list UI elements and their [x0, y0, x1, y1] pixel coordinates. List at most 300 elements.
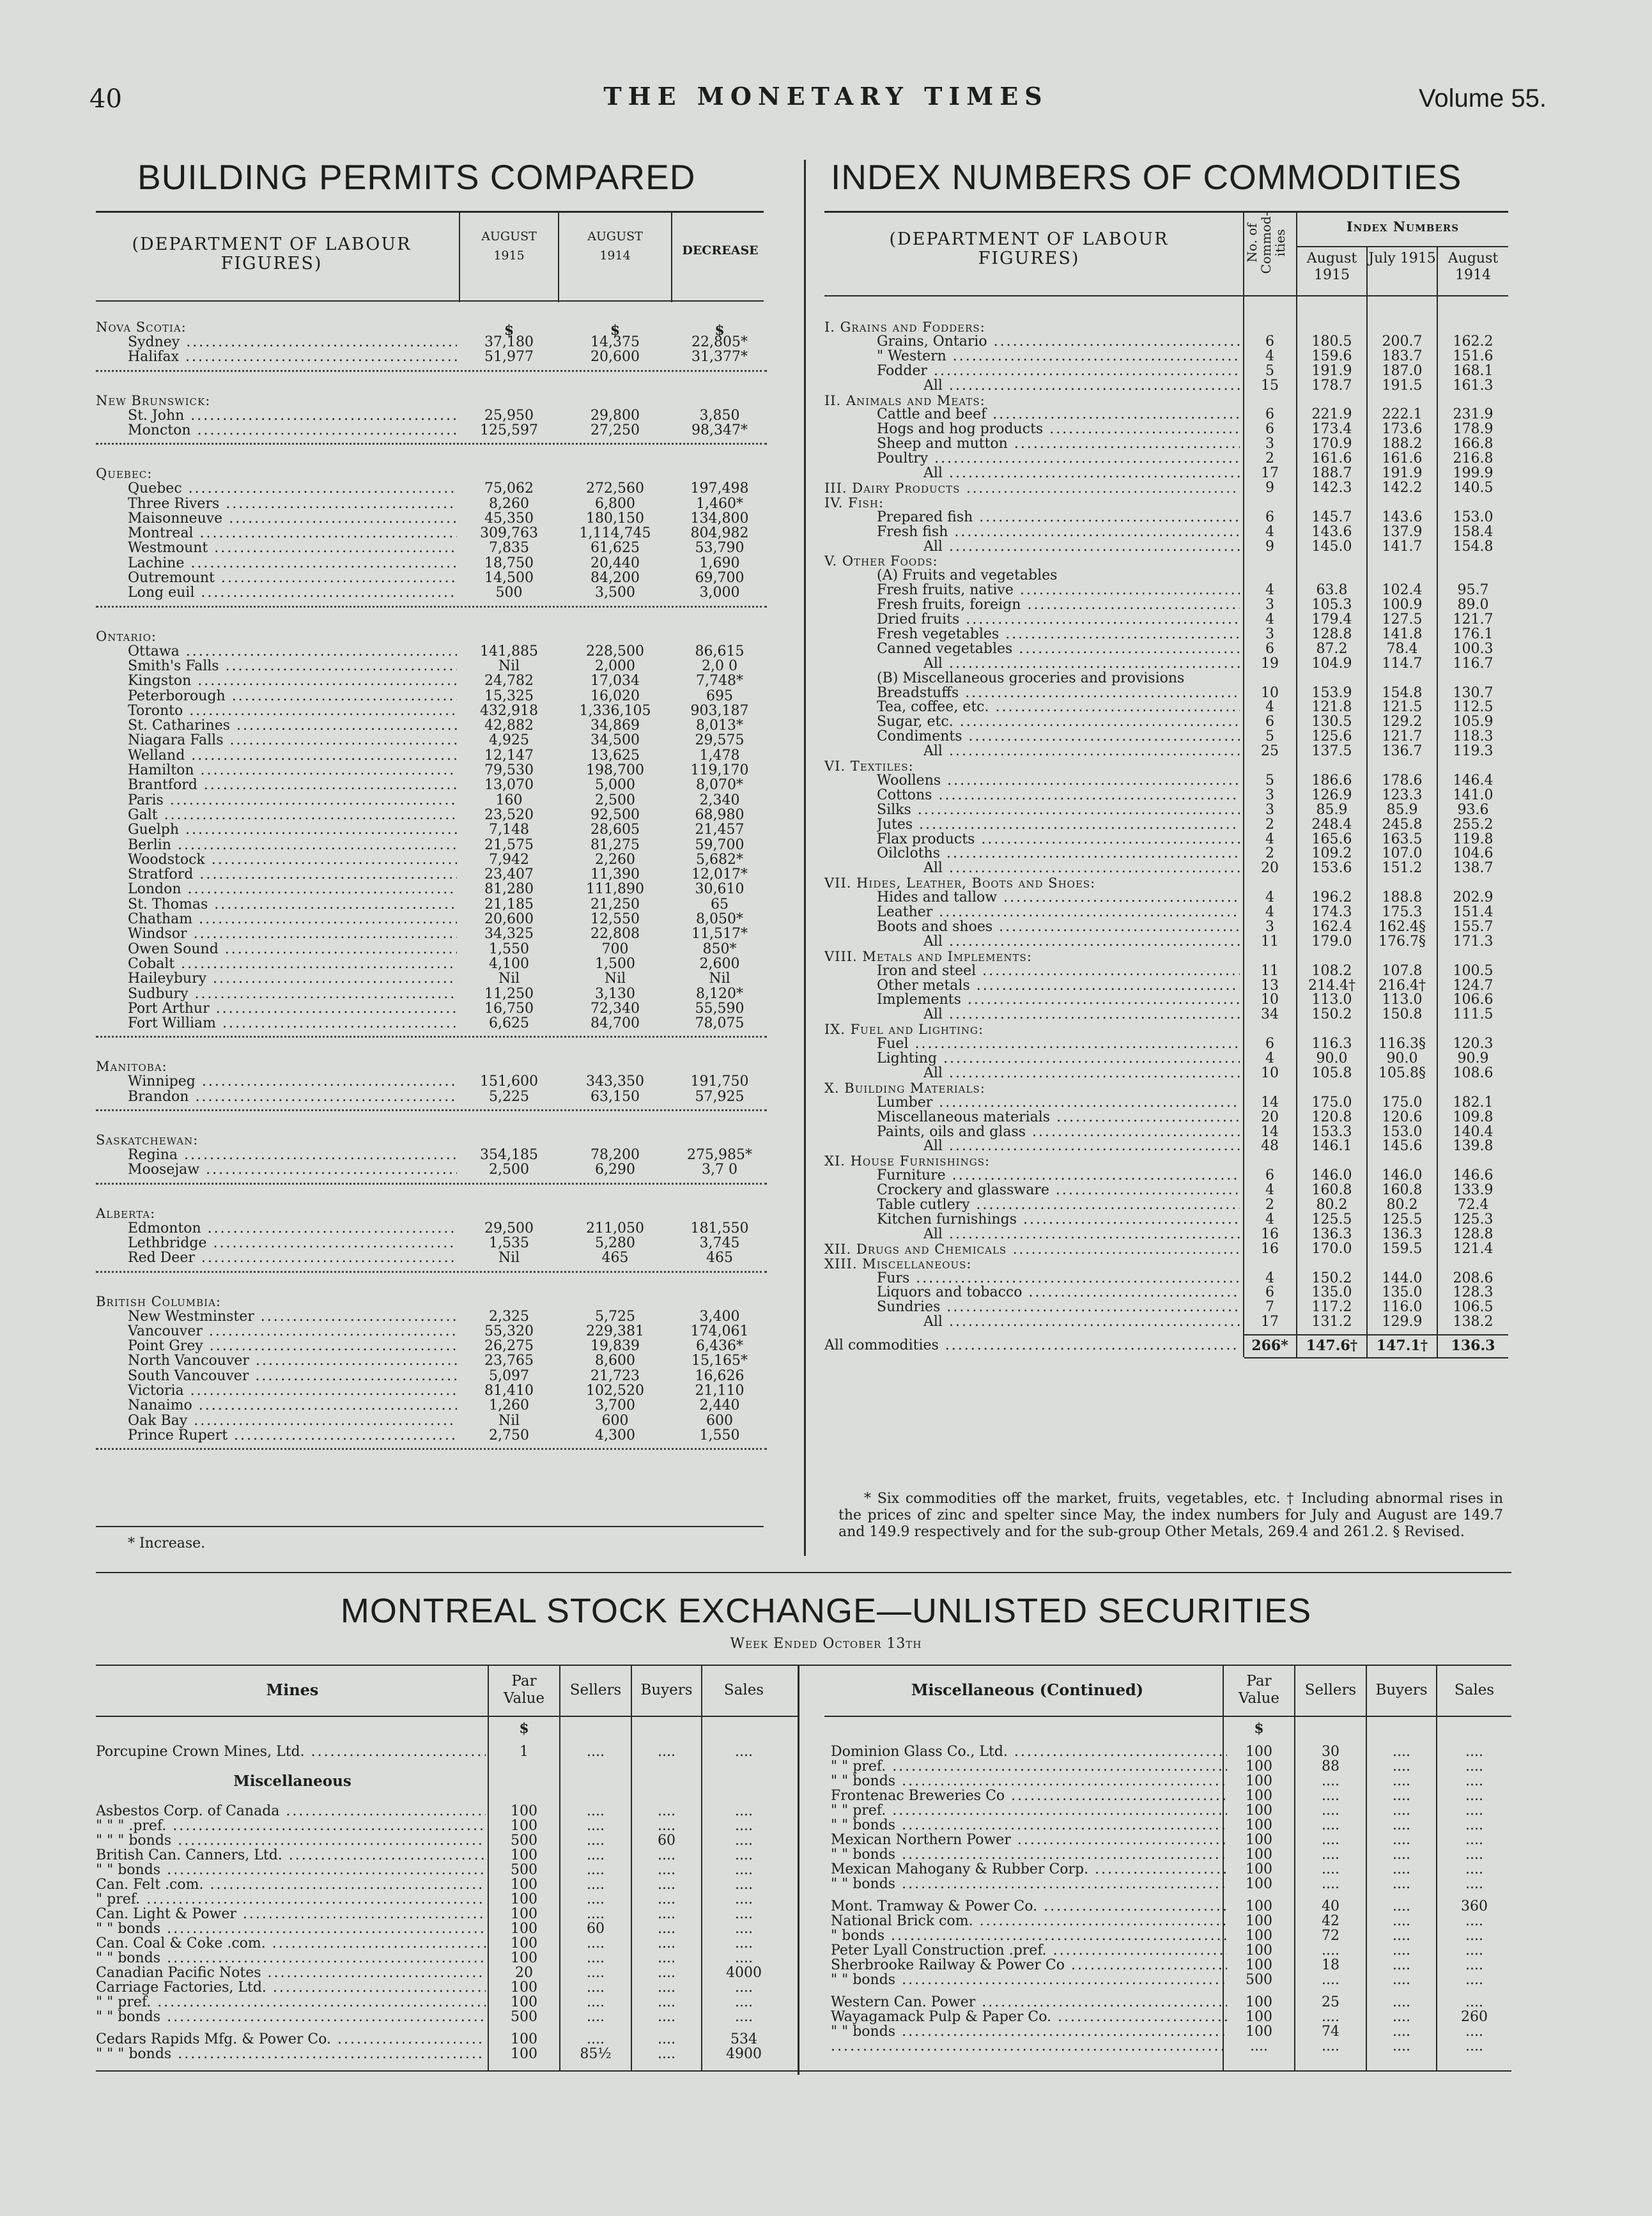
commodity-name: Woollens ..... [877, 773, 1240, 789]
table-row [0, 1759, 1534, 1774]
commodity-name: Lighting ..... [877, 1051, 1240, 1066]
subsection-heading: Miscellaneous [233, 1774, 351, 1789]
commodity-count: 19 [1261, 655, 1279, 672]
city-name: Edmonton ..... [128, 1221, 457, 1236]
aug1915-index: 136.3 [1311, 1226, 1352, 1242]
decrease-value: 2,600 [699, 955, 740, 972]
sales-value: .... [1465, 1803, 1483, 1819]
aug1915-index: 109.2 [1311, 845, 1352, 862]
commodity-count: 4 [1265, 348, 1274, 364]
aug1914-index: 168.1 [1453, 362, 1494, 379]
aug1914-index: 118.3 [1453, 728, 1494, 745]
buyers-value: .... [1393, 1744, 1410, 1760]
aug1914-index: 90.9 [1457, 1050, 1489, 1066]
rule [96, 1572, 1511, 1573]
aug1915-index: 143.6 [1311, 523, 1352, 540]
commodity-group: III. Dairy Products ..... [824, 481, 1240, 496]
commodities-source: (DEPARTMENT OF LABOUR FIGURES) [889, 229, 1169, 268]
aug1915-index: 150.2 [1311, 1270, 1352, 1286]
sales-value: 360 [1461, 1898, 1488, 1914]
sellers-value: .... [587, 1965, 605, 1981]
commodity-name: Fresh fruits, foreign ..... [877, 597, 1240, 613]
sellers-value: 42 [1322, 1913, 1339, 1929]
commodity-name: Kitchen furnishings ..... [877, 1212, 1240, 1227]
commodity-name: Sundries ..... [877, 1300, 1240, 1315]
table-row [0, 1139, 1534, 1154]
decrease-value: 695 [706, 688, 733, 704]
par-value: 500 [511, 1862, 537, 1878]
sales-value: .... [1465, 1788, 1483, 1804]
decrease-value: 174,061 [690, 1323, 749, 1339]
table-row [0, 934, 1534, 950]
decrease-value: 59,700 [695, 836, 745, 853]
aug1914-value: 29,800 [591, 407, 640, 424]
jul1915-index: 114.7 [1382, 655, 1423, 672]
par-value: 100 [1246, 1758, 1272, 1774]
sellers-value: .... [1322, 1861, 1339, 1877]
col-aug1914 [559, 227, 671, 265]
commodity-count: 4 [1265, 1211, 1274, 1227]
table-row [0, 334, 1534, 350]
aug1914-index: 119.3 [1453, 743, 1494, 760]
par-value: 100 [511, 2046, 537, 2062]
jul1915-index: 105.8§ [1378, 1065, 1426, 1081]
buyers-value: .... [658, 2046, 675, 2062]
commodity-name: Condiments ..... [877, 729, 1240, 744]
buyers-value: .... [658, 1980, 675, 1996]
aug1914-index: 111.5 [1453, 1006, 1494, 1023]
decrease-value: 119,170 [690, 762, 749, 778]
par-value: .... [1250, 2038, 1268, 2054]
decrease-value: 65 [711, 896, 729, 912]
table-row [0, 1051, 1534, 1066]
commodity-name: Sheep and mutton ..... [877, 436, 1240, 452]
city-name: St. Catharines ..... [128, 718, 457, 734]
aug1914-index: 199.9 [1453, 465, 1494, 481]
aug1915-index: 105.8 [1311, 1065, 1352, 1081]
decrease-value: 191,750 [690, 1073, 749, 1090]
col-aug1914-year: 1914 [599, 249, 631, 263]
jul1915-index: 127.5 [1382, 612, 1423, 627]
aug1915-index: 179.4 [1311, 612, 1352, 627]
aug1914-index: 146.6 [1453, 1167, 1494, 1184]
jul1915-index: 129.9 [1382, 1314, 1423, 1330]
sellers-value: .... [587, 1803, 605, 1819]
province-heading: Quebec: [96, 466, 153, 482]
aug1914-value: 5,280 [595, 1235, 635, 1251]
table-row [0, 1995, 1534, 2010]
commodity-count: 2 [1265, 450, 1274, 467]
commodity-name: All ..... [923, 1139, 1240, 1154]
buyers-value: .... [1393, 1913, 1410, 1929]
table-row [0, 1007, 1534, 1022]
commodity-name: All ..... [923, 744, 1240, 759]
commodity-group: V. Other Foods: [824, 553, 938, 569]
jul1915-index: 161.6 [1382, 450, 1423, 467]
commodity-count: 34 [1261, 1006, 1279, 1023]
aug1915-index: 137.5 [1311, 743, 1352, 760]
table-row [0, 2039, 1534, 2054]
sales-value: 534 [730, 2031, 757, 2047]
commodity-name: Miscellaneous materials ..... [877, 1110, 1240, 1125]
par-value: 100 [511, 1980, 537, 1996]
table-row [0, 919, 1534, 935]
aug1915-index: 116.3 [1311, 1036, 1352, 1052]
jul1915-index: 78.4 [1386, 640, 1418, 657]
table-row [0, 964, 1534, 979]
sellers-value: 30 [1322, 1744, 1339, 1760]
commodity-name: Crockery and glassware ..... [877, 1183, 1240, 1198]
aug1915-value: 79,530 [484, 762, 534, 778]
currency-symbol: $ [714, 322, 725, 339]
par-value: 100 [511, 1994, 537, 2010]
city-name: Lethbridge ..... [128, 1236, 457, 1251]
table-row [0, 1818, 1534, 1833]
aug1915-value: 160 [495, 792, 523, 808]
city-name: Fort William ..... [128, 1016, 457, 1031]
sellers-value: .... [1322, 1817, 1339, 1833]
aug1914-index: 108.6 [1453, 1065, 1494, 1081]
aug1914-value: 84,700 [591, 1015, 640, 1032]
jul1915-index: 163.5 [1382, 831, 1423, 847]
commodity-name: All ..... [923, 934, 1240, 950]
decrease-value: 15,165* [691, 1353, 748, 1369]
sales-value: .... [1465, 1994, 1483, 2010]
city-name: Niagara Falls ..... [128, 733, 457, 748]
aug1914-index: 89.0 [1457, 597, 1489, 613]
commodity-count: 6 [1265, 333, 1274, 350]
aug1914-index: 106.5 [1453, 1299, 1494, 1316]
aug1914-index: 162.2 [1453, 333, 1494, 350]
jul1915-index: 222.1 [1382, 406, 1423, 423]
commodity-count: 5 [1265, 362, 1274, 379]
commodity-name: Poultry ..... [877, 451, 1240, 466]
aug1914-value: 2,260 [595, 851, 635, 868]
sellers-value: 88 [1322, 1758, 1339, 1774]
decrease-value: 181,550 [690, 1220, 749, 1236]
sellers-value: 25 [1322, 1994, 1339, 2010]
aug1914-index: 121.7 [1453, 612, 1494, 627]
par-value: 100 [1246, 1817, 1272, 1833]
jul1915-index: 116.0 [1382, 1299, 1423, 1316]
aug1915-value: 4,925 [489, 732, 529, 749]
aug1914-index: 128.3 [1453, 1284, 1494, 1301]
security-name: " " bonds ..... [96, 1863, 486, 1878]
jul1915-index: 116.3§ [1378, 1036, 1426, 1052]
city-name: Regina ..... [128, 1148, 457, 1163]
commodity-name: Oilcloths ..... [877, 846, 1240, 861]
security-name: Wayagamack Pulp & Paper Co. ..... [831, 2010, 1227, 2025]
par-value: 100 [511, 1877, 537, 1893]
aug1915-value: 23,765 [484, 1353, 534, 1369]
table-row [0, 407, 1534, 422]
aug1915-index: 153.6 [1311, 860, 1352, 877]
sales-value: .... [735, 1744, 753, 1760]
total-bottom-rule [1244, 1357, 1508, 1358]
security-name: Canadian Pacific Notes ..... [96, 1966, 486, 1981]
table-row [0, 846, 1534, 861]
city-name: Welland ..... [128, 748, 457, 764]
par-value: 100 [1246, 1913, 1272, 1929]
aug1914-index: 100.5 [1453, 962, 1494, 979]
security-name: Cedars Rapids Mfg. & Power Co. ..... [96, 2032, 486, 2047]
sales-value: .... [735, 1994, 753, 2010]
aug1915-value: 75,062 [484, 481, 534, 497]
rule [824, 295, 1508, 296]
aug1915-value: 81,410 [484, 1383, 534, 1399]
aug1915-value: 8,260 [489, 495, 529, 512]
buyers-value: .... [1393, 2038, 1410, 2054]
table-row [0, 1036, 1534, 1052]
commodity-count: 11 [1261, 962, 1279, 979]
par-value: 100 [1246, 1898, 1272, 1914]
table-row [0, 890, 1534, 905]
commodity-name: Prepared fish ..... [877, 510, 1240, 525]
par-value: 100 [511, 1950, 537, 1966]
sellers-value: .... [587, 1980, 605, 1996]
aug1914-index: 104.6 [1453, 845, 1494, 862]
city-name: Prince Rupert ..... [128, 1428, 457, 1443]
city-name: Montreal ..... [128, 526, 457, 541]
aug1914-value: 4,300 [595, 1427, 635, 1443]
par-value: 100 [511, 1906, 537, 1922]
buyers-value: .... [1393, 1803, 1410, 1819]
aug1915-index: 150.2 [1311, 1006, 1352, 1023]
commodity-count: 2 [1265, 816, 1274, 833]
sellers-value: .... [1322, 1803, 1339, 1819]
aug1915-index: 105.3 [1311, 597, 1352, 613]
commodity-name: All ..... [923, 1066, 1240, 1081]
decrease-value: 275,985* [687, 1147, 752, 1163]
commodity-name: Fresh fish ..... [877, 525, 1240, 540]
table-row [0, 319, 1534, 335]
jul1915-index: 191.5 [1382, 377, 1423, 394]
sellers-value: .... [587, 1847, 605, 1863]
decrease-value: 1,690 [699, 555, 740, 571]
volume-label: Volume 55. [1418, 84, 1547, 112]
aug1915-index: 153.9 [1311, 684, 1352, 701]
sales-value: .... [735, 1980, 753, 1996]
aug1914-value: 2,000 [595, 658, 635, 674]
table-row [0, 466, 1534, 481]
rule [1437, 247, 1438, 296]
security-name: " pref. ..... [96, 1892, 486, 1907]
page-number: 40 [89, 84, 122, 114]
commodity-name: Fuel ..... [877, 1036, 1240, 1052]
commodity-name: Cattle and beef ..... [877, 407, 1240, 422]
currency-symbol: $ [504, 322, 514, 339]
dotted-separator [96, 1448, 767, 1450]
buyers-value: .... [1393, 1817, 1410, 1833]
jul1915-index: 176.7§ [1378, 933, 1426, 950]
commodity-name: All ..... [923, 539, 1240, 555]
section-heading: Miscellaneous (Continued) [911, 1681, 1144, 1699]
decrease-value: 29,575 [695, 732, 745, 749]
commodity-count: 6 [1265, 1036, 1274, 1052]
aug1914-index: 112.5 [1453, 699, 1494, 716]
column-header: Par Value [504, 1673, 544, 1707]
sales-value: .... [735, 1950, 753, 1966]
aug1914-value: 72,340 [591, 1000, 640, 1017]
commodity-count: 3 [1265, 436, 1274, 452]
column-header: Buyers [1375, 1682, 1428, 1698]
commodity-count: 20 [1261, 860, 1279, 877]
security-name: Carriage Factories, Ltd. ..... [96, 1980, 486, 1996]
commodity-name: Dried fruits ..... [877, 612, 1240, 627]
sales-value: .... [1465, 1847, 1483, 1863]
aug1914-value: 12,550 [591, 911, 640, 927]
aug1915-value: 26,275 [484, 1338, 534, 1355]
security-name: " " bonds ..... [831, 2024, 1227, 2040]
commodity-name: Other metals ..... [877, 978, 1240, 994]
col-aug1914-month: AUGUST [587, 229, 643, 243]
table-row [0, 744, 1534, 759]
par-value: 100 [511, 2031, 537, 2047]
commodity-name: " Western ..... [877, 349, 1240, 364]
sellers-value: .... [587, 1862, 605, 1878]
table-row [0, 436, 1534, 452]
decrease-value: 30,610 [695, 881, 745, 898]
aug1915-value: Nil [498, 1412, 520, 1429]
jul1915-index: 129.2 [1382, 714, 1423, 730]
aug1914-index: 166.8 [1453, 436, 1494, 452]
table-row [0, 1803, 1534, 1819]
commodity-name: All ..... [923, 861, 1240, 876]
sales-value: .... [1465, 1758, 1483, 1774]
security-name [831, 2039, 1227, 2054]
currency-symbol: $ [1254, 1720, 1264, 1737]
aug1915-index: 161.6 [1311, 450, 1352, 467]
commodity-name: Breadstuffs ..... [877, 686, 1240, 701]
par-value: 500 [511, 2009, 537, 2025]
aug1914-value: 6,800 [595, 495, 635, 512]
table-row [0, 832, 1534, 847]
table-row [0, 1353, 767, 1369]
aug1914-index: 138.2 [1453, 1314, 1494, 1330]
jul1915-index: 90.0 [1386, 1050, 1418, 1066]
decrease-value: 21,457 [695, 822, 745, 838]
aug1914-value: 2,500 [595, 792, 635, 808]
commodity-count: 5 [1265, 772, 1274, 789]
decrease-value: 465 [706, 1250, 733, 1266]
aug1915-value: 29,500 [484, 1220, 534, 1236]
table-row [0, 1383, 767, 1399]
province-heading: Saskatchewan: [96, 1132, 199, 1148]
sellers-value: 74 [1322, 2024, 1339, 2040]
aug1914-index: 133.9 [1453, 1182, 1494, 1199]
aug1914-index: 140.4 [1453, 1123, 1494, 1140]
security-name: " " bonds ..... [831, 1973, 1227, 1988]
aug1915-index: 85.9 [1316, 801, 1348, 818]
table-row [0, 1110, 1534, 1125]
sales-value: .... [1465, 1943, 1483, 1958]
commodity-count: 20 [1261, 1109, 1279, 1125]
aug1914-index: 120.3 [1453, 1036, 1494, 1052]
aug1915-index: 174.3 [1311, 904, 1352, 920]
aug1915-value: Nil [498, 1250, 520, 1266]
city-name: Toronto ..... [128, 704, 457, 719]
jul1915-index: 125.5 [1382, 1211, 1423, 1227]
aug1914-index: 158.4 [1453, 523, 1494, 540]
aug1915-index: 108.2 [1311, 962, 1352, 979]
sales-value: .... [1465, 1773, 1483, 1789]
table-row [0, 1413, 767, 1429]
jul1915-index: 107.0 [1382, 845, 1423, 862]
table-row [0, 1095, 1534, 1111]
aug1915-value: 20,600 [484, 911, 534, 927]
aug1914-value: 20,440 [591, 555, 640, 571]
par-value: 100 [1246, 1773, 1272, 1789]
aug1914-index: 136.3 [1451, 1337, 1495, 1355]
col-aug1915-index: August 1915 [1306, 250, 1357, 283]
header-rule [824, 1716, 1511, 1717]
buyers-value: .... [1393, 1957, 1410, 1973]
decrease-value: 134,800 [690, 510, 749, 527]
city-name: Halifax ..... [128, 350, 457, 365]
commodity-name: Iron and steel ..... [877, 964, 1240, 979]
col-aug1914-index: August 1914 [1447, 250, 1499, 283]
commodity-count: 7 [1265, 1299, 1274, 1316]
aug1915-index: 128.8 [1311, 626, 1352, 642]
jul1915-index: 120.6 [1382, 1109, 1423, 1125]
aug1914-value: 34,500 [591, 732, 640, 749]
city-name: Point Grey ..... [128, 1339, 457, 1354]
commodity-name: Cottons ..... [877, 788, 1240, 803]
par-value: 100 [1246, 1847, 1272, 1863]
aug1915-value: 21,185 [484, 896, 534, 912]
buyers-value: .... [658, 1877, 675, 1893]
aug1915-value: 5,225 [489, 1088, 529, 1105]
table-row [0, 553, 1534, 569]
aug1915-value: 15,325 [484, 688, 534, 704]
sales-value: .... [735, 1818, 753, 1834]
aug1915-value: 13,070 [484, 777, 534, 794]
commodity-name: Furniture ..... [877, 1168, 1240, 1183]
aug1914-index: 93.6 [1457, 801, 1489, 818]
commodity-name: All ..... [923, 1314, 1240, 1330]
commodity-name: Furs ..... [877, 1271, 1240, 1286]
decrease-value: 3,400 [699, 1308, 740, 1325]
commodity-name: Fresh vegetables ..... [877, 627, 1240, 642]
aug1915-value: 21,575 [484, 836, 534, 853]
aug1914-value: 180,150 [586, 510, 644, 527]
table-row [0, 992, 1534, 1008]
city-name: Woodstock ..... [128, 852, 457, 868]
decrease-value: 3,745 [699, 1235, 740, 1251]
sales-value: .... [735, 1862, 753, 1878]
header-rule [96, 1716, 798, 1717]
sales-value: .... [1465, 1928, 1483, 1944]
commodity-count: 4 [1265, 889, 1274, 906]
city-name: Stratford ..... [128, 867, 457, 882]
aug1915-index: 146.0 [1311, 1167, 1352, 1184]
commodity-count: 9 [1265, 479, 1274, 496]
table-row [0, 1398, 767, 1413]
table-row [0, 788, 1534, 803]
aug1914-index: 155.7 [1453, 918, 1494, 935]
aug1915-value: 45,350 [484, 510, 534, 527]
aug1914-index: 124.7 [1453, 977, 1494, 994]
par-value: 500 [1246, 1972, 1272, 1988]
aug1915-index: 159.6 [1311, 348, 1352, 364]
aug1915-index: 173.4 [1311, 421, 1352, 438]
commodity-count: 4 [1265, 1050, 1274, 1066]
sellers-value: .... [1322, 2038, 1339, 2054]
city-name: Nanaimo ..... [128, 1398, 457, 1413]
aug1914-index: 178.9 [1453, 421, 1494, 438]
city-name: Lachine ..... [128, 556, 457, 571]
aug1915-value: 151,600 [480, 1073, 538, 1090]
